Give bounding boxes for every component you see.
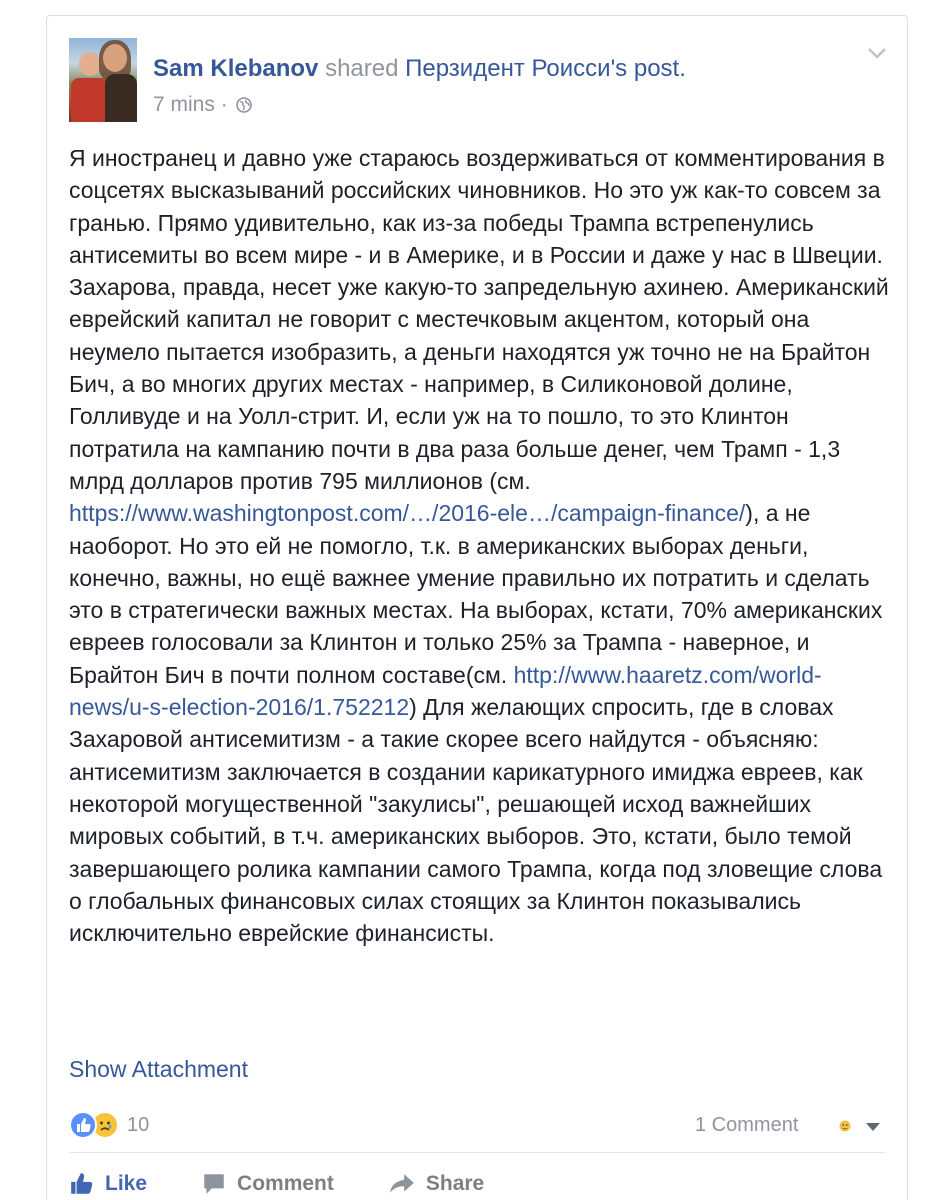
avatar-adult-head bbox=[103, 44, 127, 72]
avatar-child-shirt bbox=[71, 78, 109, 122]
source-page-link[interactable]: Перзидент Роисси bbox=[405, 55, 611, 82]
reaction-count: 10 bbox=[127, 1113, 150, 1136]
divider bbox=[69, 1152, 885, 1153]
comment-icon bbox=[201, 1171, 227, 1197]
post-text-part-3: ) Для желающих спросить, где в словах Захаровой антисемитизм - а такие скорее всего найдутся - объясняю: антисемитизм заключается в создании карикатурного имиджа евреев, как некоторой могущественной "закулисы", решающей исход важнейших мировых событий, в т.ч. американских выборов. Это, кстати, было темой завершающего ролика кампании самого Трампа, когда под зловещие слова о глобальных финансовых силах стоящих за Клинтон показывались исключительно еврейские финансисты. bbox=[69, 694, 883, 947]
post-paragraph bbox=[69, 142, 895, 949]
meta-separator: · bbox=[220, 93, 228, 116]
post-body bbox=[69, 142, 895, 949]
avatar-child-head bbox=[79, 52, 101, 76]
share-button[interactable] bbox=[388, 1171, 484, 1197]
share-icon bbox=[388, 1171, 416, 1197]
share-label: Share bbox=[425, 1172, 485, 1195]
washingtonpost-link[interactable]: https://www.washingtonpost.com/…/2016-ele…/campaign-finance/ bbox=[69, 500, 746, 527]
avatar[interactable] bbox=[69, 38, 137, 122]
thumbs-up-icon bbox=[69, 1171, 95, 1197]
author-name-link[interactable]: Sam Klebanov bbox=[153, 55, 319, 82]
post-text-part-1: Я иностранец и давно уже стараюсь воздерживаться от комментирования в соцсетях высказываний российских чиновников. Но это уж как-то совсем за гранью. Прямо удивительно, как из-за победы Трампа встрепенулись антисемиты во всем мире - и в Америке, и в России и даже у нас в Швеции. Захарова, правда, несет уже какую-то запредельную ахинею. Американский еврейский капитал не говорит с местечковым акцентом, который она неумело пытается изобразить, а деньги находятся уж точно не на Брайтон Бич, а во многих других местах - например, в Силиконовой долине, Голливуде и на Уолл-стрит. И, если уж на то пошло, то это Клинтон потратила на кампанию почти в два раза больше денег, чем Трамп - 1,3 млрд долларов против 795 миллионов (см. bbox=[69, 145, 889, 494]
like-button[interactable] bbox=[69, 1171, 147, 1197]
caret-down-icon[interactable] bbox=[865, 1122, 881, 1132]
post-time[interactable]: 7 mins bbox=[153, 93, 215, 116]
globe-icon[interactable] bbox=[236, 97, 252, 113]
author-line bbox=[153, 54, 686, 84]
like-reaction-icon bbox=[69, 1111, 97, 1139]
reactions-summary[interactable] bbox=[69, 1110, 149, 1140]
post-meta bbox=[153, 92, 252, 118]
reaction-face-icon[interactable] bbox=[839, 1120, 851, 1132]
comment-button[interactable] bbox=[201, 1171, 334, 1197]
source-post-link[interactable]: 's post. bbox=[610, 55, 686, 82]
show-attachment-link[interactable]: Show Attachment bbox=[69, 1056, 248, 1082]
chevron-down-icon[interactable] bbox=[867, 46, 887, 60]
like-label: Like bbox=[105, 1172, 148, 1195]
post-card bbox=[46, 15, 908, 1200]
comment-count-link[interactable]: 1 Comment bbox=[695, 1114, 799, 1136]
comment-label: Comment bbox=[237, 1172, 334, 1195]
haaretz-link[interactable]: http://www.haaretz.com/world-news/u-s-election-2016/1.752212 bbox=[69, 661, 822, 721]
shared-word: shared bbox=[325, 55, 399, 82]
post-header bbox=[47, 16, 907, 116]
avatar-adult-body bbox=[105, 74, 137, 122]
post-text-part-2: ), а не наоборот. Но это ей не помогло, т.к. в американских выборах деньги, конечно, важны, но ещё важнее умение правильно их потратить и сделать это в стратегически важных местах. На выборах, кстати, 70% американских евреев голосовали за Клинтон и только 25% за Трампа - наверное, и Брайтон Бич в почти полном составе(см. bbox=[69, 500, 883, 688]
action-bar bbox=[69, 1164, 885, 1200]
